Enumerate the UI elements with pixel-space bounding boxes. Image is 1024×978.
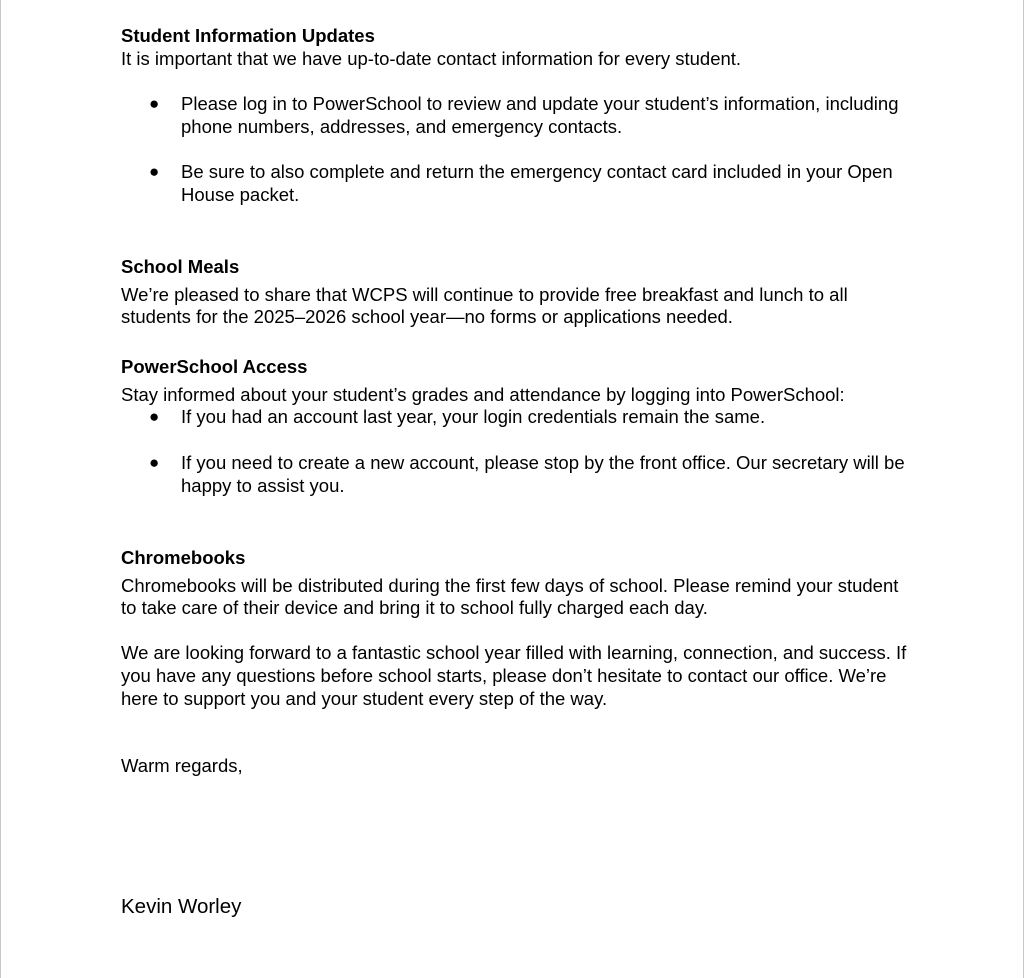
student-info-heading: Student Information Updates [121, 25, 375, 46]
bullet-marker: ● [149, 162, 160, 181]
student-info-intro: It is important that we have up-to-date contact information for every student. [121, 48, 742, 69]
closing-line-3: here to support you and your student every step of the way. [121, 688, 608, 709]
bullet-marker: ● [149, 407, 160, 426]
school-meals-line-1: We’re pleased to share that WCPS will continue to provide free breakfast and lunch to all [121, 284, 848, 305]
powerschool-bullet-1-line-1: If you had an account last year, your login credentials remain the same. [181, 406, 766, 427]
chromebooks-heading: Chromebooks [121, 547, 246, 568]
chromebooks-line-2: to take care of their device and bring it to school fully charged each day. [121, 597, 708, 618]
chromebooks-line-1: Chromebooks will be distributed during the first few days of school. Please remind your student [121, 575, 899, 596]
bullet-marker: ● [149, 94, 160, 113]
powerschool-bullet-2-line-1: If you need to create a new account, please stop by the front office. Our secretary will be [181, 452, 905, 473]
student-info-bullet-2-line-1: Be sure to also complete and return the emergency contact card included in your Open [181, 161, 893, 182]
school-meals-line-2: students for the 2025–2026 school year—no forms or applications needed. [121, 306, 733, 327]
school-meals-heading: School Meals [121, 256, 240, 277]
salutation: Warm regards, [121, 755, 243, 776]
powerschool-intro: Stay informed about your student’s grades and attendance by logging into PowerSchool: [121, 384, 845, 405]
closing-line-1: We are looking forward to a fantastic school year filled with learning, connection, and success. If [121, 642, 907, 663]
powerschool-heading: PowerSchool Access [121, 356, 308, 377]
student-info-bullet-1-line-1: Please log in to PowerSchool to review and update your student’s information, including [181, 93, 899, 114]
powerschool-bullet-2-line-2: happy to assist you. [181, 475, 345, 496]
signer-name: Kevin Worley [121, 895, 242, 918]
closing-line-2: you have any questions before school starts, please don’t hesitate to contact our office. We’re [121, 665, 887, 686]
student-info-bullet-2-line-2: House packet. [181, 184, 300, 205]
bullet-marker: ● [149, 453, 160, 472]
student-info-bullet-1-line-2: phone numbers, addresses, and emergency contacts. [181, 116, 623, 137]
